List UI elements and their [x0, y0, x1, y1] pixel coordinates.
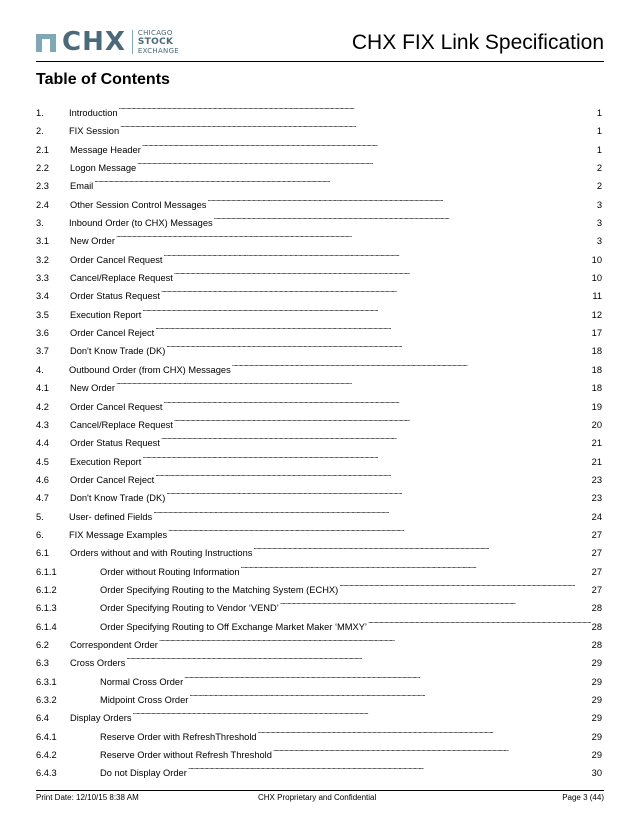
toc-entry-title[interactable]: Normal Cross Order [100, 676, 184, 687]
toc-entry-title[interactable]: Inbound Order (to CHX) Messages [69, 218, 213, 229]
toc-entry-title[interactable]: FIX Session [69, 126, 120, 137]
toc-entry-number: 2.2 [36, 163, 49, 174]
toc-dot-leader [132, 703, 590, 721]
toc-entry-title[interactable]: Other Session Control Messages [70, 199, 207, 210]
toc-entry[interactable] [36, 392, 602, 410]
toc-entry-title[interactable]: Order Status Request [70, 291, 160, 302]
toc-entry-number: 4. [36, 364, 44, 375]
toc-entry-page[interactable]: 2 [596, 163, 602, 174]
toc-entry[interactable] [36, 281, 602, 302]
toc-entry-page[interactable]: 18 [591, 383, 602, 394]
toc-entry-page[interactable]: 20 [591, 419, 602, 430]
toc-entry-title[interactable]: New Order [70, 383, 115, 394]
toc-dot-leader [159, 630, 591, 648]
toc-dot-leader [189, 685, 590, 703]
toc-entry-number: 4.1 [36, 383, 49, 394]
toc-entry[interactable] [36, 116, 602, 137]
toc-dot-leader [232, 355, 591, 373]
toc-entry-page[interactable]: 11 [592, 291, 602, 302]
toc-dot-leader [161, 428, 591, 446]
toc-entry-page[interactable]: 1 [596, 108, 602, 118]
toc-dot-leader [207, 190, 595, 208]
toc-entry-page[interactable]: 29 [591, 676, 602, 687]
toc-heading: Table of Contents [36, 71, 170, 88]
toc-dot-leader [174, 410, 591, 428]
toc-entry-number: 4.4 [36, 438, 49, 449]
toc-entry-number: 6.1 [36, 548, 49, 559]
toc-dot-leader [253, 538, 590, 556]
toc-entry-page[interactable]: 2 [596, 181, 602, 192]
toc-dot-leader [164, 392, 591, 410]
logo-wordmark: CHX [62, 27, 126, 57]
toc-dot-leader [368, 612, 591, 630]
toc-entry-number: 3.2 [36, 254, 49, 265]
toc-entry-number: 6.4.1 [36, 731, 57, 742]
toc-entry[interactable] [36, 318, 602, 339]
footer-divider [36, 790, 604, 791]
toc-dot-leader [184, 667, 590, 685]
toc-entry[interactable] [36, 667, 602, 685]
toc-entry[interactable] [36, 575, 602, 593]
toc-entry[interactable] [36, 630, 602, 648]
toc-entry-number: 6. [36, 529, 44, 540]
toc-entry[interactable] [36, 98, 602, 116]
logo-line-3: EXCHANGE [137, 47, 180, 55]
toc-entry-title[interactable]: Execution Report [70, 456, 142, 467]
toc-entry-title[interactable]: Reserve Order without Refresh Threshold [100, 750, 272, 761]
toc-entry-page[interactable]: 27 [591, 566, 602, 577]
toc-entry-number: 3. [36, 218, 44, 229]
toc-entry-title[interactable]: Order Specifying Routing to Vendor ‘VEND’ [100, 603, 279, 614]
toc-entry-title[interactable]: Order Cancel Request [70, 401, 163, 412]
toc-entry-number: 4.6 [36, 474, 49, 485]
toc-entry-page[interactable]: 21 [591, 438, 602, 449]
toc-entry-number: 5. [36, 511, 44, 522]
toc-entry[interactable] [36, 226, 602, 247]
toc-entry-title[interactable]: New Order [70, 236, 115, 247]
toc-entry-number: 6.3 [36, 658, 49, 669]
toc-entry-number: 6.4 [36, 713, 49, 724]
logo-divider [132, 30, 133, 54]
toc-dot-leader [214, 208, 596, 226]
toc-entry-title[interactable]: Orders without and with Routing Instructions [70, 548, 253, 559]
toc-entry-number: 6.4.3 [36, 768, 57, 779]
toc-entry-number: 4.5 [36, 456, 49, 467]
toc-entry-page[interactable]: 28 [591, 639, 602, 650]
toc-entry-page[interactable]: 18 [591, 364, 602, 375]
toc-dot-leader [119, 98, 596, 116]
toc-entry-number: 6.1.2 [36, 584, 57, 595]
toc-entry-title[interactable]: Midpoint Cross Order [100, 695, 189, 705]
toc-entry[interactable] [36, 502, 602, 520]
toc-entry[interactable] [36, 593, 602, 614]
toc-dot-leader [258, 722, 591, 740]
toc-entry-number: 3.5 [36, 309, 49, 320]
toc-entry-number: 6.2 [36, 639, 49, 650]
toc-entry-title[interactable]: Order Specifying Routing to the Matching System (ECHX) [100, 584, 339, 595]
toc-entry[interactable] [36, 208, 602, 229]
toc-entry-page[interactable]: 3 [596, 236, 602, 247]
toc-dot-leader [120, 116, 596, 134]
toc-entry-number: 1. [36, 108, 44, 118]
toc-entry-title[interactable]: Email [70, 181, 94, 192]
toc-entry-page[interactable]: 18 [591, 346, 602, 357]
toc-entry-page[interactable]: 10 [591, 254, 602, 265]
toc-dot-leader [155, 318, 590, 336]
toc-entry-page[interactable]: 10 [591, 273, 602, 284]
toc-entry-title[interactable]: Introduction [69, 108, 118, 118]
toc-entry-page[interactable]: 19 [591, 401, 602, 412]
toc-entry-title[interactable]: Don't Know Trade (DK) [70, 493, 166, 504]
footer-confidentiality: CHX Proprietary and Confidential [258, 793, 377, 802]
toc-entry[interactable] [36, 520, 602, 538]
chx-logo [36, 28, 179, 56]
toc-dot-leader [339, 575, 590, 593]
toc-entry-page[interactable]: 24 [591, 511, 602, 522]
toc-dot-leader [164, 245, 591, 263]
toc-entry-number: 3.3 [36, 273, 49, 284]
toc-dot-leader [153, 502, 590, 520]
toc-dot-leader [273, 740, 591, 758]
toc-entry-title[interactable]: FIX Message Examples [69, 529, 168, 540]
toc-entry[interactable] [36, 336, 602, 357]
toc-entry-number: 6.3.2 [36, 695, 57, 705]
toc-entry-page[interactable]: 21 [591, 456, 602, 467]
toc-entry[interactable] [36, 428, 602, 449]
toc-entry-page[interactable]: 3 [596, 199, 602, 210]
toc-entry[interactable] [36, 703, 602, 724]
logo-subtitle [138, 29, 179, 55]
toc-dot-leader [137, 153, 596, 171]
toc-entry-number: 6.1.1 [36, 566, 57, 577]
toc-entry-page[interactable]: 27 [591, 548, 602, 559]
toc-entry[interactable] [36, 190, 602, 208]
header-divider [36, 61, 604, 62]
toc-entry-page[interactable]: 27 [591, 529, 602, 540]
toc-dot-leader [155, 465, 590, 483]
toc-entry-page[interactable]: 29 [591, 658, 602, 669]
toc-entry-page[interactable]: 3 [596, 218, 602, 229]
toc-entry[interactable] [36, 740, 602, 761]
toc-entry-number: 6.1.3 [36, 603, 57, 614]
toc-entry-page[interactable]: 23 [591, 493, 602, 504]
toc-entry[interactable] [36, 355, 602, 373]
chx-logo-mark-icon [36, 32, 58, 52]
toc-entry-title[interactable]: Order Cancel Reject [70, 328, 155, 339]
toc-entry-title[interactable]: Outbound Order (from CHX) Messages [69, 364, 231, 375]
toc-entry-page[interactable]: 29 [591, 695, 602, 705]
toc-entry[interactable] [36, 447, 602, 465]
toc-entry-title[interactable]: Correspondent Order [70, 639, 158, 650]
toc-entry-page[interactable]: 29 [591, 750, 602, 761]
toc-entry[interactable] [36, 263, 602, 284]
toc-entry-title[interactable]: Cancel/Replace Request [70, 419, 173, 430]
toc-entry-title[interactable]: Order Status Request [70, 438, 160, 449]
footer-print-date: Print Date: 12/10/15 8:38 AM [36, 793, 139, 802]
page-footer [36, 792, 604, 806]
toc-entry-page[interactable]: 28 [591, 603, 602, 614]
toc-dot-leader [166, 483, 590, 501]
logo-line-1: CHICAGO [137, 29, 173, 37]
toc-dot-leader [94, 171, 596, 189]
toc-entry-title[interactable]: Do not Display Order [100, 768, 187, 779]
toc-entry[interactable] [36, 557, 602, 575]
toc-dot-leader [280, 593, 591, 611]
toc-entry[interactable] [36, 135, 602, 153]
toc-entry-page[interactable]: 29 [591, 731, 602, 742]
toc-dot-leader [126, 648, 590, 666]
toc-entry-number: 3.7 [36, 346, 49, 357]
toc-entry-title[interactable]: Order Cancel Request [70, 254, 163, 265]
toc-dot-leader [161, 281, 591, 299]
toc-dot-leader [116, 373, 591, 391]
toc-entry-number: 2.4 [36, 199, 49, 210]
toc-dot-leader [166, 336, 590, 354]
toc-entry-title[interactable]: Order Specifying Routing to Off Exchange Market Maker ‘MMXY’ [100, 621, 367, 632]
toc-entry-number: 4.2 [36, 401, 49, 412]
toc-entry-page[interactable]: 29 [591, 713, 602, 724]
toc-entry-page[interactable]: 28 [591, 621, 602, 632]
toc-entry-page[interactable]: 1 [596, 126, 602, 137]
page-header [36, 24, 604, 62]
toc-entry-page[interactable]: 1 [596, 144, 602, 155]
toc-entry[interactable] [36, 648, 602, 669]
toc-dot-leader [142, 300, 590, 318]
toc-entry-number: 3.4 [36, 291, 49, 302]
toc-entry-title[interactable]: Cancel/Replace Request [70, 273, 173, 284]
toc-entry-page[interactable]: 12 [591, 309, 602, 320]
toc-entry[interactable] [36, 685, 602, 703]
toc-dot-leader [241, 557, 591, 575]
toc-entry[interactable] [36, 483, 602, 504]
toc-dot-leader [116, 226, 596, 244]
toc-entry-number: 6.4.2 [36, 750, 57, 761]
toc-entry-title[interactable]: Message Header [70, 144, 141, 155]
toc-entry-title[interactable]: User- defined Fields [69, 511, 153, 522]
toc-entry-title[interactable]: Order without Routing Information [100, 566, 240, 577]
toc-entry-page[interactable]: 27 [591, 584, 602, 595]
toc-dot-leader [142, 447, 590, 465]
toc-entry[interactable] [36, 758, 602, 779]
toc-entry-page[interactable]: 23 [591, 474, 602, 485]
toc-dot-leader [188, 758, 591, 776]
toc-entry-number: 2.1 [36, 144, 49, 155]
toc-entry-page[interactable]: 30 [591, 768, 602, 779]
toc-entry[interactable] [36, 171, 602, 192]
toc-dot-leader [168, 520, 590, 538]
toc-entry[interactable] [36, 722, 602, 740]
toc-entry-number: 2. [36, 126, 44, 137]
toc-entry[interactable] [36, 153, 602, 174]
toc-entry-page[interactable]: 17 [591, 328, 602, 339]
toc-entry-number: 3.6 [36, 328, 49, 339]
toc-entry-title[interactable]: Order Cancel Reject [70, 474, 155, 485]
toc-entry[interactable] [36, 373, 602, 394]
toc-entry-number: 4.7 [36, 493, 49, 504]
toc-entry-number: 3.1 [36, 236, 49, 247]
toc-entry[interactable] [36, 245, 602, 263]
toc-entry-title[interactable]: Logon Message [70, 163, 137, 174]
toc-entry-title[interactable]: Execution Report [70, 309, 142, 320]
document-title: CHX FIX Link Specification [351, 31, 604, 54]
toc-entry[interactable] [36, 538, 602, 559]
toc-entry-title[interactable]: Display Orders [70, 713, 132, 724]
toc-entry-title[interactable]: Reserve Order with RefreshThreshold [100, 731, 257, 742]
toc-entry-number: 2.3 [36, 181, 49, 192]
footer-page-number: Page 3 (44) [562, 793, 604, 802]
toc-entry-title[interactable]: Don't Know Trade (DK) [70, 346, 166, 357]
toc-entry[interactable] [36, 300, 602, 318]
toc-entry[interactable] [36, 465, 602, 483]
toc-entry[interactable] [36, 410, 602, 428]
table-of-contents [36, 98, 602, 777]
logo-line-2: STOCK [137, 37, 174, 47]
toc-entry-number: 6.3.1 [36, 676, 57, 687]
toc-entry-title[interactable]: Cross Orders [70, 658, 126, 669]
toc-dot-leader [174, 263, 591, 281]
toc-entry-number: 4.3 [36, 419, 49, 430]
toc-entry-number: 6.1.4 [36, 621, 57, 632]
toc-dot-leader [142, 135, 596, 153]
toc-entry[interactable] [36, 612, 602, 630]
